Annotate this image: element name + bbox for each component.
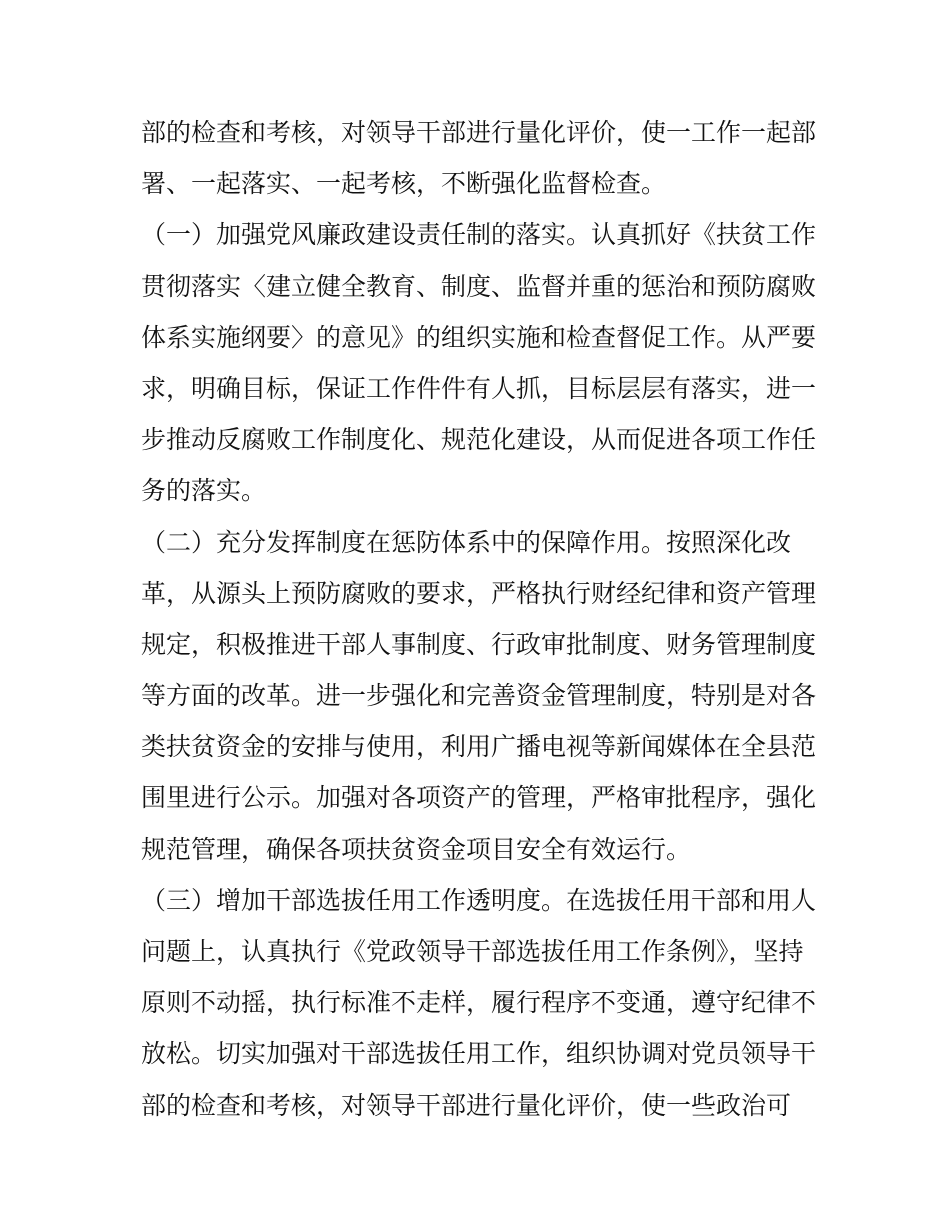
text-line: 体系实施纲要〉的意见》的组织实施和检查督促工作。从严要	[141, 322, 817, 352]
text-line: 步推动反腐败工作制度化、规范化建设，从而促进各项工作任	[141, 425, 817, 455]
text-line: 贯彻落实〈建立健全教育、制度、监督并重的惩治和预防腐败	[141, 271, 817, 301]
text-line: 革，从源头上预防腐败的要求，严格执行财经纪律和资产管理	[141, 578, 817, 608]
section-heading-line: （二）充分发挥制度在惩防体系中的保障作用。按照深化改	[141, 527, 792, 557]
text-line: 规范管理，确保各项扶贫资金项目安全有效运行。	[141, 834, 692, 864]
text-line: 署、一起落实、一起考核，不断强化监督检查。	[141, 169, 667, 199]
text-line: 原则不动摇，执行标准不走样，履行程序不变通，遵守纪律不	[141, 988, 817, 1018]
text-line: 放松。切实加强对干部选拔任用工作，组织协调对党员领导干	[141, 1039, 817, 1069]
text-line: 规定，积极推进干部人事制度、行政审批制度、财务管理制度	[141, 629, 817, 659]
text-line: 问题上，认真执行《党政领导干部选拔任用工作条例》，坚持	[141, 937, 804, 966]
text-line: 围里进行公示。加强对各项资产的管理，严格审批程序，强化	[141, 783, 817, 813]
section-heading-line: （三）增加干部选拔任用工作透明度。在选拔任用干部和用人	[141, 885, 817, 915]
section-heading-line: （一）加强党风廉政建设责任制的落实。认真抓好《扶贫工作	[141, 220, 817, 250]
document-body	[141, 107, 821, 1131]
text-line: 务的落实。	[141, 476, 267, 506]
text-line: 类扶贫资金的安排与使用，利用广播电视等新闻媒体在全县范	[141, 732, 817, 762]
text-line: 部的检查和考核，对领导干部进行量化评价，使一工作一起部	[141, 118, 817, 147]
text-line: 部的检查和考核，对领导干部进行量化评价，使一些政治可	[141, 1090, 792, 1120]
text-line: 求，明确目标，保证工作件件有人抓，目标层层有落实，进一	[141, 373, 817, 403]
text-line: 等方面的改革。进一步强化和完善资金管理制度，特别是对各	[141, 681, 817, 711]
